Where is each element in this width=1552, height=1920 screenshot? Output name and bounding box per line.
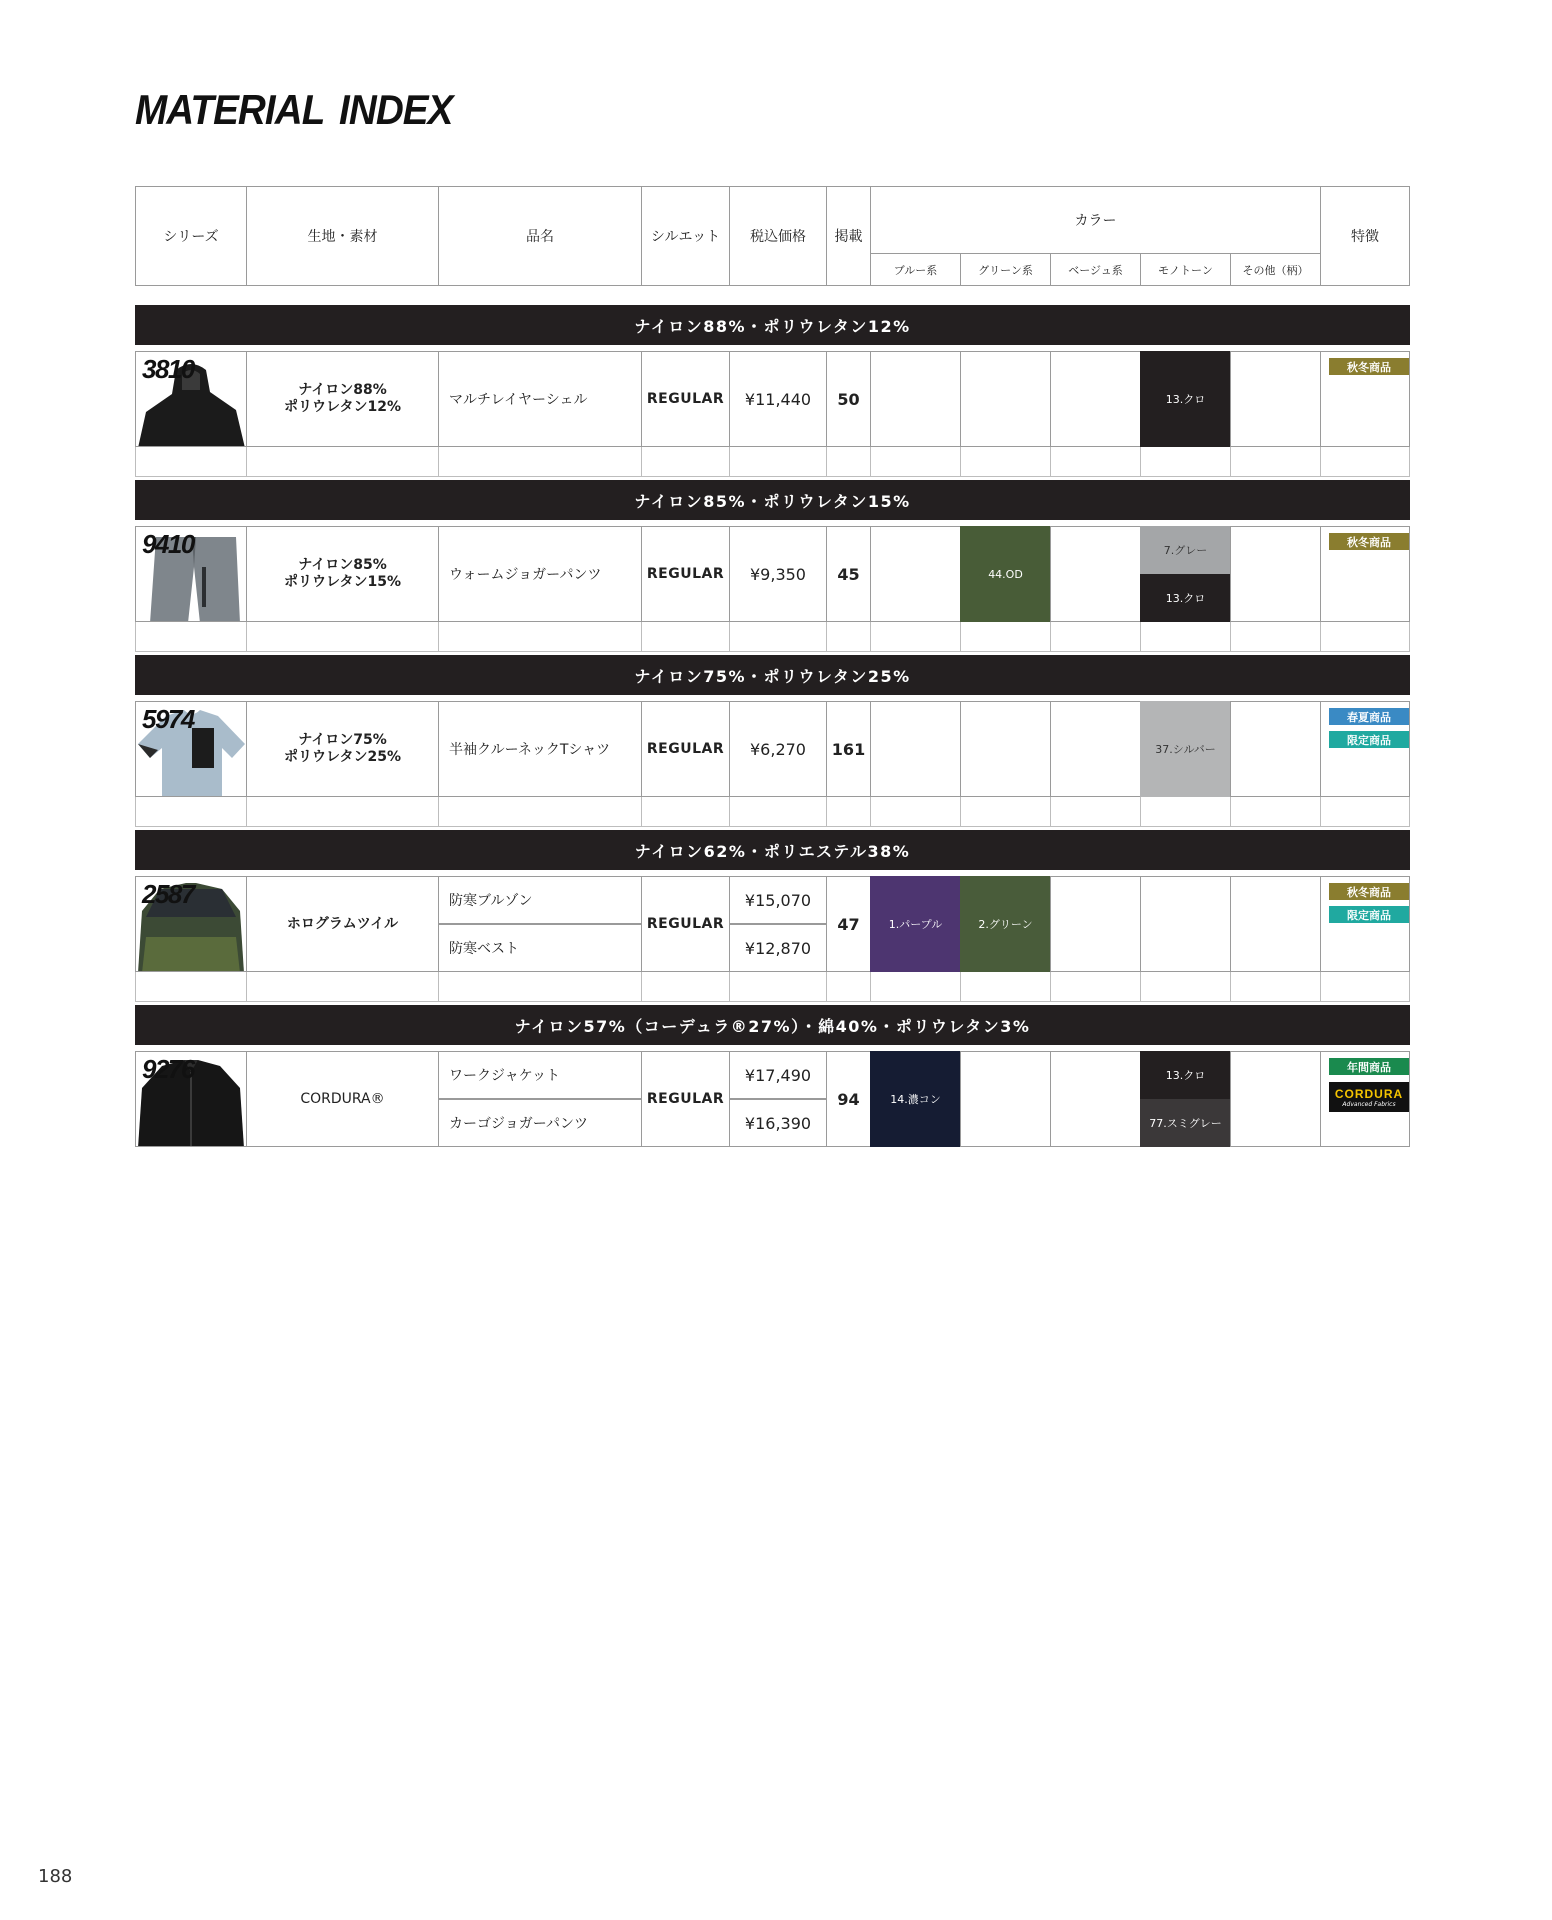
color-label: 13.クロ [1165, 393, 1206, 406]
feature-badge: 春夏商品 [1329, 708, 1409, 725]
color-swatch [1140, 351, 1231, 447]
price: ¥6,270 [750, 739, 806, 759]
header-color: カラー [870, 186, 1321, 254]
product-name: 半袖クルーネックTシャツ [449, 742, 611, 758]
material-line: ポリウレタン12% [284, 399, 401, 415]
series-number: 9410 [142, 529, 194, 559]
spacer-cell [1050, 972, 1141, 1002]
color-cell-empty [1230, 1051, 1321, 1147]
product-name: 防寒ベスト [449, 941, 519, 957]
spacer-cell [729, 797, 827, 827]
series-cell [135, 526, 247, 622]
spacer-cell [135, 622, 247, 652]
price-cell [729, 701, 827, 797]
spacer-cell [1230, 797, 1321, 827]
cordura-logo-main: CORDURA [1334, 1086, 1404, 1101]
spacer-cell [135, 972, 247, 1002]
spacer-cell [438, 972, 642, 1002]
series-number: 3810 [142, 354, 194, 384]
silhouette-cell [641, 876, 730, 972]
color-cell-empty [1230, 876, 1321, 972]
material-band: ナイロン88%・ポリウレタン12% [135, 305, 1410, 345]
product-name: マルチレイヤーシェル [449, 392, 588, 408]
header-series: シリーズ [135, 186, 247, 286]
material-band: ナイロン62%・ポリエステル38% [135, 830, 1410, 870]
material-line: ナイロン88% [298, 382, 387, 398]
page-ref: 161 [831, 739, 866, 759]
price: ¥15,070 [744, 890, 812, 910]
page-cell [826, 701, 871, 797]
spacer-cell [135, 797, 247, 827]
series-number: 9276 [142, 1054, 194, 1084]
color-cell-empty [870, 526, 961, 622]
spacer-cell [826, 447, 871, 477]
product-name-cell [438, 701, 642, 797]
spacer-cell [246, 447, 439, 477]
color-swatch [1140, 1051, 1231, 1099]
material-cell [246, 701, 439, 797]
feature-cell [1320, 351, 1410, 447]
header-price: 税込価格 [729, 186, 827, 286]
spacer-cell [960, 797, 1051, 827]
spacer-cell [1320, 972, 1410, 1002]
feature-badge: 秋冬商品 [1329, 533, 1409, 550]
material-cell [246, 351, 439, 447]
silhouette: REGULAR [646, 741, 725, 757]
feature-cell [1320, 526, 1410, 622]
material-line: ナイロン75% [298, 732, 387, 748]
price-cell [729, 526, 827, 622]
spacer-cell [729, 622, 827, 652]
page-ref: 47 [837, 914, 860, 934]
series-cell [135, 351, 247, 447]
silhouette-cell [641, 1051, 730, 1147]
price: ¥11,440 [744, 389, 812, 409]
spacer-cell [135, 447, 247, 477]
price: ¥9,350 [750, 564, 806, 584]
price: ¥16,390 [744, 1113, 812, 1133]
silhouette: REGULAR [646, 566, 725, 582]
spacer-cell [1320, 622, 1410, 652]
page-title: MATERIAL INDEX [135, 86, 453, 133]
material-text [284, 732, 401, 766]
cordura-logo [1329, 1082, 1409, 1112]
material-cell [246, 1051, 439, 1147]
spacer-cell [729, 447, 827, 477]
header-color-beige: ベージュ系 [1050, 253, 1141, 286]
spacer-cell [1230, 447, 1321, 477]
color-swatch [960, 876, 1051, 972]
product-name: ウォームジョガーパンツ [449, 567, 602, 583]
color-label: 14.濃コン [890, 1093, 941, 1106]
color-cell-empty [1140, 876, 1231, 972]
spacer-cell [870, 447, 961, 477]
color-swatch [870, 1051, 961, 1147]
color-swatch [1140, 526, 1231, 574]
product-name-cell [438, 876, 642, 924]
silhouette: REGULAR [646, 391, 725, 407]
spacer-cell [826, 797, 871, 827]
header-color-blue: ブルー系 [870, 253, 961, 286]
material-band: ナイロン75%・ポリウレタン25% [135, 655, 1410, 695]
material-line: ポリウレタン25% [284, 749, 401, 765]
spacer-cell [1050, 447, 1141, 477]
material-line: ポリウレタン15% [284, 574, 401, 590]
page-ref: 50 [837, 389, 860, 409]
product-name-cell [438, 526, 642, 622]
spacer-cell [641, 622, 730, 652]
color-cell-empty [960, 1051, 1051, 1147]
spacer-cell [438, 447, 642, 477]
spacer-cell [1140, 797, 1231, 827]
header-page: 掲載 [826, 186, 871, 286]
silhouette-cell [641, 351, 730, 447]
color-cell-empty [870, 701, 961, 797]
spacer-cell [1050, 797, 1141, 827]
price: ¥12,870 [744, 938, 812, 958]
page-cell [826, 526, 871, 622]
feature-badge: 秋冬商品 [1329, 883, 1409, 900]
silhouette-cell [641, 526, 730, 622]
price-cell [729, 1099, 827, 1147]
feature-cell [1320, 701, 1410, 797]
product-name: カーゴジョガーパンツ [449, 1116, 589, 1132]
price-cell [729, 876, 827, 924]
color-swatch [870, 876, 961, 972]
series-number: 5974 [142, 704, 194, 734]
color-swatch [1140, 701, 1231, 797]
color-label: 13.クロ [1165, 592, 1206, 605]
series-number: 2587 [142, 879, 194, 909]
spacer-cell [960, 972, 1051, 1002]
product-name-cell [438, 351, 642, 447]
page-ref: 45 [837, 564, 860, 584]
color-swatch [1140, 1099, 1231, 1147]
page-ref: 94 [837, 1089, 860, 1109]
color-label: 1.パープル [888, 918, 943, 931]
spacer-cell [1050, 622, 1141, 652]
silhouette: REGULAR [646, 916, 725, 932]
page-cell [826, 1051, 871, 1147]
product-name: ワークジャケット [449, 1068, 561, 1084]
price: ¥17,490 [744, 1065, 812, 1085]
feature-cell [1320, 1051, 1410, 1147]
spacer-cell [1320, 447, 1410, 477]
header-name: 品名 [438, 186, 642, 286]
page-number: 188 [38, 1866, 73, 1887]
spacer-cell [246, 972, 439, 1002]
material-line: CORDURA® [300, 1090, 385, 1107]
spacer-cell [246, 797, 439, 827]
color-cell-empty [960, 351, 1051, 447]
color-swatch [960, 526, 1051, 622]
silhouette-cell [641, 701, 730, 797]
cordura-logo-sub: Advanced Fabrics [1342, 1100, 1396, 1108]
spacer-cell [870, 972, 961, 1002]
spacer-cell [641, 447, 730, 477]
header-color-green: グリーン系 [960, 253, 1051, 286]
color-label: 2.グリーン [978, 918, 1033, 931]
spacer-cell [1320, 797, 1410, 827]
color-cell-empty [1230, 351, 1321, 447]
material-line: ナイロン85% [298, 557, 387, 573]
series-cell [135, 1051, 247, 1147]
feature-badge: 秋冬商品 [1329, 358, 1409, 375]
color-cell-empty [1050, 1051, 1141, 1147]
page-cell [826, 351, 871, 447]
spacer-cell [438, 622, 642, 652]
spacer-cell [870, 797, 961, 827]
header-material: 生地・素材 [246, 186, 439, 286]
header-feature: 特徴 [1320, 186, 1410, 286]
feature-badge: 限定商品 [1329, 906, 1409, 923]
spacer-cell [826, 972, 871, 1002]
header-silhouette: シルエット [641, 186, 730, 286]
product-name-cell [438, 924, 642, 972]
spacer-cell [246, 622, 439, 652]
color-label: 37.シルバー [1155, 743, 1216, 756]
color-cell-empty [870, 351, 961, 447]
color-label: 44.OD [988, 567, 1023, 581]
spacer-cell [641, 972, 730, 1002]
material-band: ナイロン57%（コーデュラ®27%）・綿40%・ポリウレタン3% [135, 1005, 1410, 1045]
spacer-cell [641, 797, 730, 827]
material-band: ナイロン85%・ポリウレタン15% [135, 480, 1410, 520]
spacer-cell [1230, 622, 1321, 652]
header-color-mono: モノトーン [1140, 253, 1231, 286]
material-cell [246, 526, 439, 622]
color-cell-empty [1050, 701, 1141, 797]
silhouette: REGULAR [646, 1091, 725, 1107]
spacer-cell [729, 972, 827, 1002]
color-label: 13.クロ [1165, 1069, 1206, 1082]
color-cell-empty [1050, 876, 1141, 972]
color-cell-empty [1050, 351, 1141, 447]
spacer-cell [1140, 447, 1231, 477]
header-color-other: その他（柄） [1230, 253, 1321, 286]
product-name: 防寒ブルゾン [449, 893, 533, 909]
color-label: 77.スミグレー [1149, 1117, 1222, 1130]
material-text [284, 557, 401, 591]
price-cell [729, 924, 827, 972]
price-cell [729, 1051, 827, 1099]
color-cell-empty [1230, 701, 1321, 797]
product-name-cell [438, 1051, 642, 1099]
material-line: ホログラムツイル [286, 915, 399, 932]
color-swatch [1140, 574, 1231, 622]
color-label: 7.グレー [1163, 544, 1208, 557]
spacer-cell [1230, 972, 1321, 1002]
material-text [300, 1091, 384, 1108]
spacer-cell [870, 622, 961, 652]
page-cell [826, 876, 871, 972]
spacer-cell [1140, 972, 1231, 1002]
color-cell-empty [1050, 526, 1141, 622]
material-text [287, 916, 398, 933]
series-cell [135, 876, 247, 972]
product-name-cell [438, 1099, 642, 1147]
spacer-cell [1140, 622, 1231, 652]
feature-cell [1320, 876, 1410, 972]
price-cell [729, 351, 827, 447]
spacer-cell [960, 447, 1051, 477]
color-cell-empty [960, 701, 1051, 797]
spacer-cell [438, 797, 642, 827]
feature-badge: 年間商品 [1329, 1058, 1409, 1075]
feature-badge: 限定商品 [1329, 731, 1409, 748]
spacer-cell [960, 622, 1051, 652]
spacer-cell [826, 622, 871, 652]
series-cell [135, 701, 247, 797]
color-cell-empty [1230, 526, 1321, 622]
material-cell [246, 876, 439, 972]
material-text [284, 382, 401, 416]
